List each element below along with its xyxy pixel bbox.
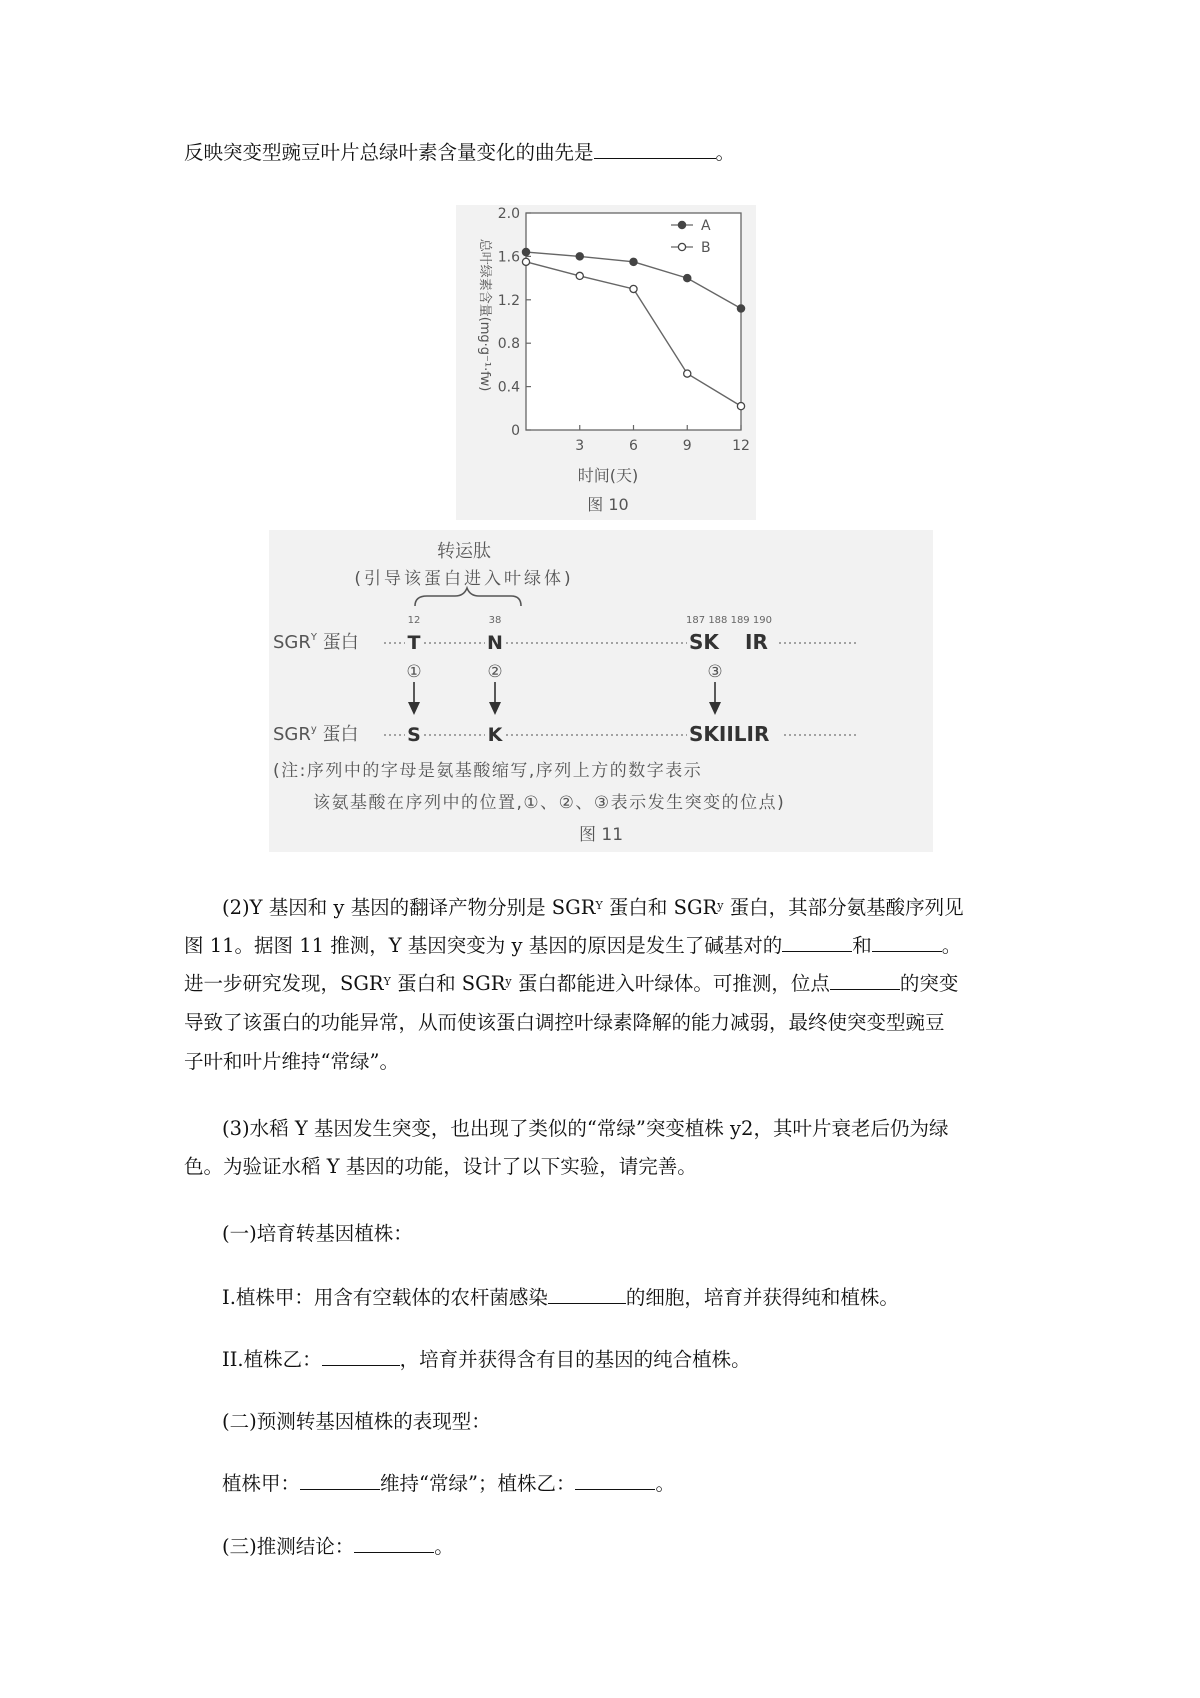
- legend-label: A: [701, 218, 711, 234]
- q2-line-4: 导致了该蛋白的功能异常，从而使该蛋白调控叶绿素降解的能力减弱，最终使突变型豌豆: [184, 1011, 945, 1034]
- answer-blank[interactable]: [594, 140, 716, 159]
- answer-blank[interactable]: [354, 1534, 434, 1553]
- row2-residue-s: S: [407, 724, 421, 746]
- y-axis-label: 总叶绿素含量(mg·g⁻¹·fw): [477, 238, 492, 392]
- note-line-1: (注:序列中的字母是氨基酸缩写,序列上方的数字表示: [273, 761, 703, 781]
- series-B-point: [684, 370, 691, 377]
- x-tick-label: 9: [682, 438, 692, 454]
- q3-line-2: 色。为验证水稻 Y 基因的功能，设计了以下实验，请完善。: [184, 1155, 697, 1178]
- legend-marker: [678, 243, 685, 250]
- curly-bracket: [415, 588, 521, 606]
- bracket-subtitle: (引导该蛋白进入叶绿体): [354, 569, 574, 589]
- figure-10: [456, 205, 756, 520]
- legend-marker: [678, 221, 685, 228]
- answer-blank[interactable]: [548, 1285, 626, 1304]
- y-tick-label: 1.6: [497, 249, 520, 266]
- site-2-marker: ②: [487, 662, 503, 682]
- q3-step-1: (一)培育转基因植株：: [222, 1222, 413, 1245]
- bracket-title: 转运肽: [437, 541, 491, 562]
- figure-11: [269, 530, 933, 852]
- figure-11-diagram: [269, 530, 933, 852]
- y-tick-label: 2.0: [497, 206, 520, 222]
- question-line-top: [184, 140, 735, 166]
- answer-blank[interactable]: [872, 933, 942, 952]
- answer-blank[interactable]: [575, 1471, 655, 1490]
- series-A-point: [576, 253, 583, 260]
- arrow-down-icon: [408, 682, 420, 715]
- y-tick-label: 0.8: [497, 336, 520, 353]
- row2-residues-skiilir: SKIILIR: [689, 722, 770, 746]
- answer-blank[interactable]: [322, 1347, 400, 1366]
- series-A-point: [522, 248, 529, 255]
- y-tick-label: 0: [511, 423, 520, 439]
- series-B-point: [522, 258, 529, 265]
- y-tick-label: 0.4: [497, 379, 520, 396]
- arrow-down-icon: [489, 682, 501, 715]
- answer-blank[interactable]: [782, 933, 852, 952]
- y-tick-label: 1.2: [497, 292, 520, 309]
- row1-residues-ir: IR: [745, 630, 768, 654]
- row2-label: SGR$^y$ 蛋白: [273, 724, 359, 745]
- x-axis-label: 时间(天): [577, 466, 639, 485]
- series-A-point: [630, 258, 637, 265]
- legend-label: B: [701, 240, 711, 256]
- row1-residues-sk: SK: [689, 630, 719, 654]
- x-tick-label: 12: [732, 438, 750, 454]
- answer-blank[interactable]: [300, 1471, 380, 1490]
- q2-line-5: 子叶和叶片维持“常绿”。: [184, 1050, 399, 1073]
- position-187-190: 187 188 189 190: [686, 615, 772, 626]
- q3-step-1-ii: II.植株乙： ，培育并获得含有目的基因的纯合植株。: [222, 1348, 751, 1371]
- chart-10: [456, 205, 756, 520]
- question-text: 反映突变型豌豆叶片总绿叶素含量变化的曲先是: [184, 141, 594, 164]
- x-tick-label: 6: [629, 438, 638, 454]
- series-A-point: [737, 305, 744, 312]
- row1-residue-t: T: [407, 632, 421, 654]
- q3-step-3: (三)推测结论： 。: [222, 1535, 454, 1558]
- row2-residue-k: K: [487, 724, 503, 746]
- note-line-2: 该氨基酸在序列中的位置,①、②、③表示发生突变的位点): [313, 793, 786, 813]
- q2-line-3: 进一步研究发现，$SGR^Y$ 蛋白和 SGR$^y$ 蛋白都能进入叶绿体。可推测，位点 的突变: [184, 972, 959, 995]
- row1-label: $SGR^Y$ 蛋白: [273, 632, 359, 653]
- site-1-marker: ①: [406, 662, 422, 682]
- position-12: 12: [407, 615, 421, 626]
- series-A-point: [684, 275, 691, 282]
- q2-line-1: (2)Y 基因和 y 基因的翻译产物分别是 $SGR^Y$ 蛋白和 SGR$^y$ 蛋白，其部分氨基酸序列见: [222, 896, 964, 919]
- q2-line-2: 图 11。据图 11 推测，Y 基因突变为 y 基因的原因是发生了碱基对的 和 。: [184, 934, 962, 957]
- question-end: 。: [715, 141, 736, 164]
- q3-step-1-i: I.植株甲：用含有空载体的农杆菌感染 的细胞，培育并获得纯和植株。: [222, 1286, 899, 1309]
- position-38: 38: [488, 615, 502, 626]
- x-tick-label: 3: [575, 438, 585, 454]
- answer-blank[interactable]: [830, 971, 900, 990]
- series-B-point: [737, 403, 744, 410]
- site-3-marker: ③: [707, 662, 723, 682]
- arrow-down-icon: [709, 682, 721, 715]
- row1-residue-n: N: [487, 632, 503, 654]
- q3-line-1: (3)水稻 Y 基因发生突变，也出现了类似的“常绿”突变植株 y2，其叶片衰老后仍为绿: [222, 1117, 949, 1140]
- figure-11-caption: 图 11: [578, 825, 624, 845]
- q3-step-2: (二)预测转基因植株的表现型：: [222, 1410, 491, 1433]
- series-B-point: [630, 285, 637, 292]
- figure-10-caption: 图 10: [587, 495, 629, 514]
- q3-step-2-predict: 植株甲： 维持“常绿”；植株乙： 。: [222, 1472, 675, 1495]
- series-B-point: [576, 272, 583, 279]
